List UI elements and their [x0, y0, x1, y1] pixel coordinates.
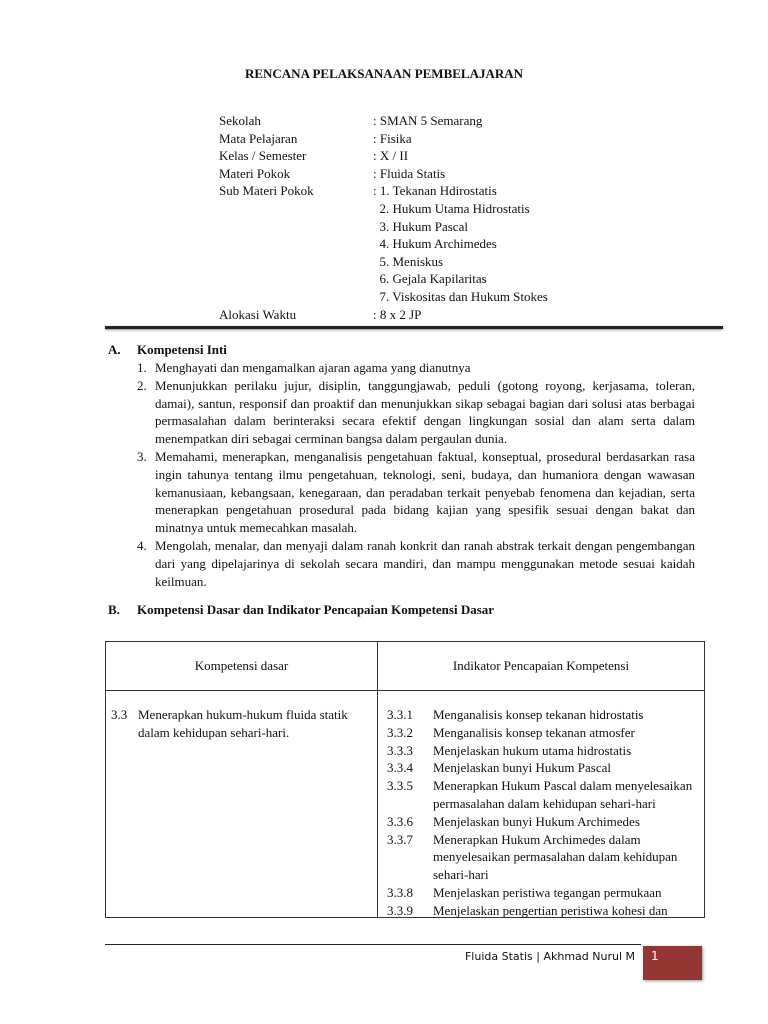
indicator-row — [387, 884, 699, 902]
footer-divider — [105, 944, 641, 945]
lesson-info — [219, 112, 548, 323]
section-title: Kompetensi Dasar dan Indikator Pencapaian Kompetensi Dasar — [137, 602, 495, 617]
info-value: : SMAN 5 Semarang — [373, 113, 483, 128]
indicator-row — [387, 759, 699, 777]
info-value: 2. Hukum Utama Hidrostatis — [373, 200, 530, 216]
info-row — [219, 182, 548, 200]
indicator-number: 3.3.3 — [387, 742, 413, 758]
indicator-row — [387, 831, 699, 884]
info-value: : 8 x 2 JP — [373, 306, 422, 322]
info-row — [219, 218, 548, 236]
info-row — [219, 253, 548, 271]
list-item — [137, 377, 695, 448]
info-value: : X / II — [373, 148, 409, 164]
indicator-row — [387, 742, 699, 760]
info-label: Sub Materi Pokok — [219, 183, 314, 199]
info-label — [219, 235, 373, 253]
info-row — [219, 112, 548, 130]
info-value: : Fisika — [373, 130, 412, 146]
info-row — [219, 270, 548, 288]
indicator-row — [387, 706, 699, 724]
kd-text: Menerapkan hukum-hukum fluida statik dalam kehidupan sehari-hari. — [138, 707, 348, 740]
section-b-heading — [108, 602, 494, 618]
info-row — [219, 288, 548, 306]
section-letter: B. — [108, 602, 120, 617]
item-number: 1. — [137, 360, 147, 375]
indicator-text: Menjelaskan peristiwa tegangan permukaan — [433, 884, 662, 900]
indicator-text: Menerapkan Hukum Archimedes dalam menyelesaikan permasalahan dalam kehidupan sehari-hari — [433, 831, 678, 883]
section-title: Kompetensi Inti — [137, 342, 227, 357]
indicator-text: Menjelaskan pengertian peristiwa kohesi dan — [433, 902, 668, 918]
info-value: 5. Meniskus — [373, 253, 444, 269]
indicator-text: Menjelaskan bunyi Hukum Archimedes — [433, 813, 640, 829]
indicator-number: 3.3.9 — [387, 902, 413, 918]
item-number: 2. — [137, 377, 147, 393]
indicator-row — [387, 724, 699, 742]
list-item — [137, 359, 695, 377]
info-value: 7. Viskositas dan Hukum Stokes — [373, 288, 548, 304]
header-divider — [105, 326, 723, 329]
info-label — [219, 253, 373, 271]
table-cell-kd — [106, 691, 378, 918]
info-row — [219, 200, 548, 218]
info-label: Alokasi Waktu — [219, 306, 297, 322]
indicator-text: Menjelaskan hukum utama hidrostatis — [433, 742, 632, 758]
core-competency-list — [137, 359, 695, 590]
indicator-row — [387, 813, 699, 831]
item-number: 4. — [137, 537, 147, 553]
list-item — [137, 537, 695, 590]
indicator-text: Menjelaskan bunyi Hukum Pascal — [433, 760, 611, 776]
info-label: Mata Pelajaran — [219, 130, 298, 146]
competency-table — [105, 641, 705, 918]
info-label: Kelas / Semester — [219, 148, 307, 164]
indicator-number: 3.3.4 — [387, 760, 413, 776]
indicator-number: 3.3.5 — [387, 778, 413, 794]
section-a-heading — [108, 342, 227, 358]
section-letter: A. — [108, 342, 121, 357]
indicator-text: Menerapkan Hukum Pascal dalam menyelesaikan permasalahan dalam kehidupan sehari-hari — [433, 778, 693, 811]
info-value: : Fluida Statis — [373, 165, 446, 181]
info-label — [219, 270, 373, 288]
indicator-number: 3.3.1 — [387, 707, 413, 722]
info-label: Materi Pokok — [219, 165, 291, 181]
info-row — [219, 147, 548, 165]
indicator-number: 3.3.7 — [387, 831, 413, 847]
table-header: Kompetensi dasar — [106, 642, 378, 691]
indicator-number: 3.3.6 — [387, 813, 413, 829]
table-header: Indikator Pencapaian Kompetensi — [378, 642, 705, 691]
item-text: Menghayati dan mengamalkan ajaran agama yang dianutnya — [155, 360, 471, 375]
item-number: 3. — [137, 448, 147, 464]
info-row — [219, 130, 548, 148]
info-value: 6. Gejala Kapilaritas — [373, 271, 487, 287]
table-cell-indicators — [378, 691, 705, 918]
info-label — [219, 218, 373, 236]
indicator-number: 3.3.2 — [387, 724, 413, 740]
info-value: 4. Hukum Archimedes — [373, 236, 497, 252]
info-label — [219, 200, 373, 218]
info-value: : 1. Tekanan Hdirostatis — [373, 183, 497, 199]
indicator-text: Menganalisis konsep tekanan atmosfer — [433, 724, 635, 740]
list-item — [137, 448, 695, 537]
info-value: 3. Hukum Pascal — [373, 218, 468, 234]
page-number: 1 — [651, 949, 659, 963]
indicator-number: 3.3.8 — [387, 884, 413, 900]
indicator-row — [387, 902, 699, 920]
kd-number: 3.3 — [111, 707, 128, 722]
info-row — [219, 165, 548, 183]
item-text: Menunjukkan perilaku jujur, disiplin, tanggungjawab, peduli (gotong royong, kerjasama, toleran, damai), santun, responsif dan proaktif dan menunjukkan sikap sebagai bagian dari solusi atas berbagai permasalahan dalam berinteraksi secara efektif dengan lingkungan sosial dan alam serta dalam menempatkan diri sebagai cerminan bangsa dalam pergaulan dunia. — [155, 377, 695, 447]
indicator-text: Menganalisis konsep tekanan hidrostatis — [433, 707, 644, 722]
item-text: Mengolah, menalar, dan menyaji dalam ranah konkrit dan ranah abstrak terkait dengan pengembangan dari yang dipelajarinya di sekolah secara mandiri, dan mampu menggunakan metode sesuai kaidah keilmuan. — [155, 537, 695, 589]
info-label: Sekolah — [219, 113, 261, 128]
footer-text: Fluida Statis | Akhmad Nurul M — [464, 950, 635, 963]
info-label — [219, 288, 373, 306]
info-row — [219, 235, 548, 253]
info-row — [219, 306, 548, 324]
indicator-row — [387, 777, 699, 813]
document-title: RENCANA PELAKSANAAN PEMBELAJARAN — [244, 66, 524, 81]
item-text: Memahami, menerapkan, menganalisis pengetahuan faktual, konseptual, prosedural berdasarkan rasa ingin tahunya tentang ilmu pengetahuan, teknologi, seni, budaya, dan humaniora dengan wawasan kemanusiaan, kebangsaan, kenegaraan, dan peradaban terkait penyebab fenomena dan kejadian, serta menerapkan pengetahuan prosedural pada bidang kajian yang spesifik sesuai dengan bakat dan minatnya untuk memecahkan masalah. — [155, 448, 695, 536]
page-number-box — [643, 946, 702, 980]
